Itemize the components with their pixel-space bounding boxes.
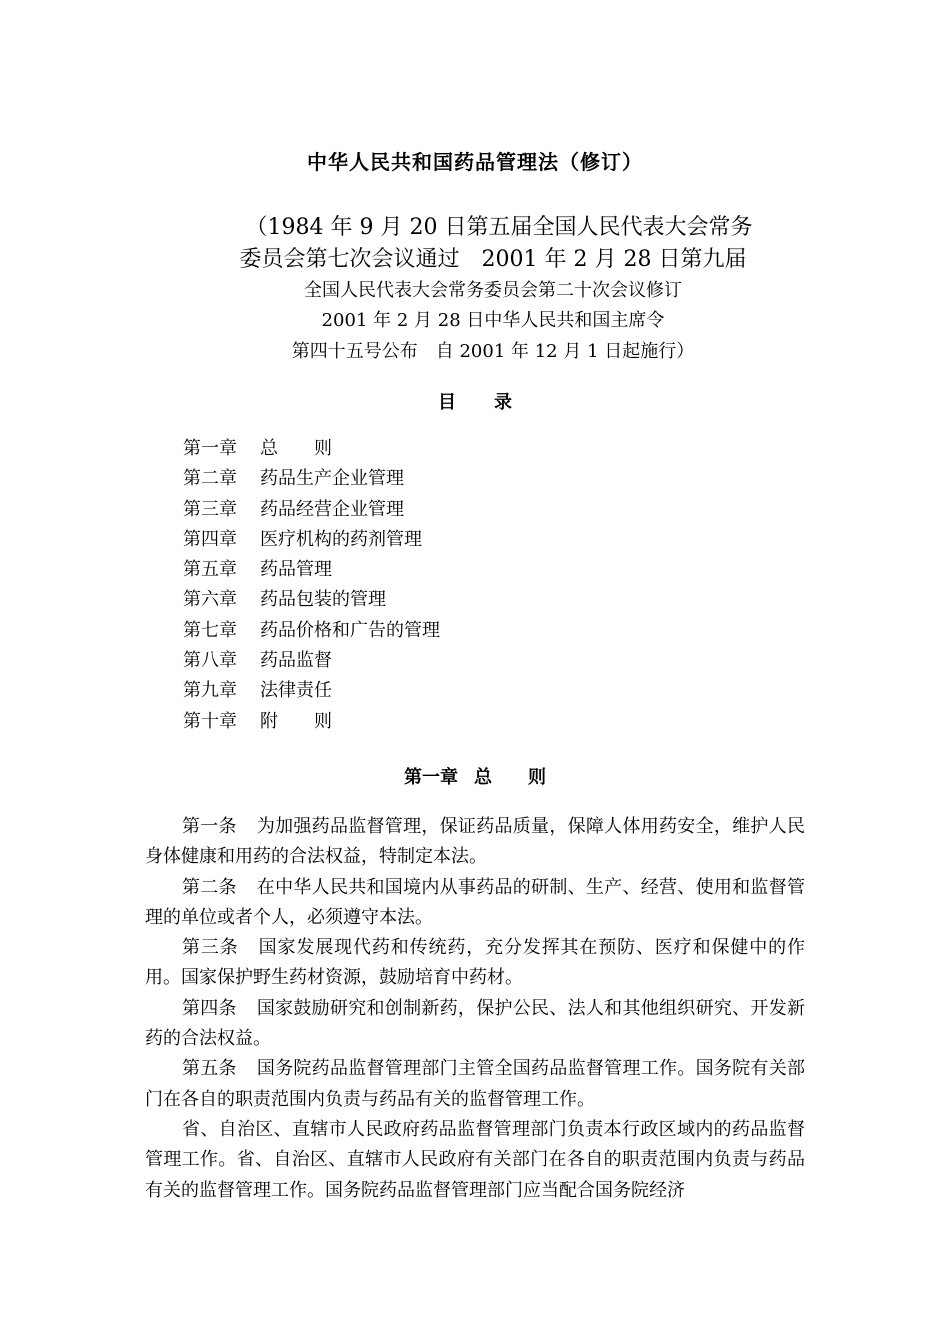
article-text: 为加强药品监督管理，保证药品质量，保障人体用药安全，维护人民身体健康和用药的合法权益，特制定本法。 (145, 816, 805, 868)
article-paragraph (145, 812, 805, 873)
toc-item-number: 第十章 (183, 710, 237, 732)
article-paragraph (145, 933, 805, 994)
toc-item-name: 总 则 (260, 438, 332, 459)
toc-item (183, 498, 440, 528)
toc-item-name: 药品经营企业管理 (260, 498, 404, 520)
article-number: 第三条 (182, 937, 239, 959)
toc-item-number: 第三章 (183, 498, 237, 520)
toc-item (183, 467, 440, 497)
article-text: 在中华人民共和国境内从事药品的研制、生产、经营、使用和监督管理的单位或者个人，必须遵守本法。 (145, 876, 805, 928)
continuation-paragraph: 省、自治区、直辖市人民政府药品监督管理部门负责本行政区域内的药品监督管理工作。省、自治区、直辖市人民政府有关部门在各自的职责范围内负责与药品有关的监督管理工作。国务院药品监督管理部门应当配合国务院经济 (145, 1118, 805, 1201)
toc-heading-char-2: 录 (494, 392, 512, 413)
toc-heading-char-1: 目 (438, 392, 456, 413)
toc-item-name: 药品监督 (260, 650, 332, 672)
toc-heading (0, 388, 950, 414)
toc-item-name: 药品价格和广告的管理 (260, 619, 440, 641)
toc-item-number: 第四章 (183, 528, 237, 550)
document-title: 中华人民共和国药品管理法（修订） (307, 150, 643, 174)
toc-item-number: 第九章 (183, 680, 237, 702)
article-text: 国家鼓励研究和创制新药，保护公民、法人和其他组织研究、开发新药的合法权益。 (145, 997, 805, 1050)
article-number: 第一条 (182, 816, 237, 837)
article-number: 第五条 (182, 1058, 237, 1080)
chapter-heading (0, 763, 950, 789)
subtitle-line-1: （1984 年 9 月 20 日第五届全国人民代表大会常务 (245, 215, 753, 240)
article-paragraph (145, 994, 805, 1055)
subtitle-line-2: 委员会第七次会议通过 2001 年 2 月 28 日第九届 (239, 247, 747, 272)
table-of-contents (183, 437, 440, 740)
toc-item (183, 679, 440, 709)
toc-item (183, 710, 440, 740)
toc-item-number: 第二章 (183, 468, 237, 490)
toc-item (183, 588, 440, 618)
toc-item (183, 558, 440, 588)
chapter-name: 总 则 (474, 767, 546, 788)
chapter-number: 第一章 (404, 767, 458, 788)
toc-item-name: 药品生产企业管理 (260, 468, 404, 490)
toc-item-name: 附 则 (260, 710, 332, 732)
toc-item-number: 第一章 (183, 438, 237, 459)
toc-item-name: 法律责任 (260, 680, 332, 702)
subtitle-line-4: 2001 年 2 月 28 日中华人民共和国主席令 (321, 310, 665, 331)
subtitle-line-3: 全国人民代表大会常务委员会第二十次会议修订 (304, 280, 682, 301)
article-number: 第二条 (182, 876, 237, 898)
article-paragraph (145, 873, 805, 934)
article-number: 第四条 (182, 997, 237, 1019)
toc-item-number: 第八章 (183, 650, 237, 672)
toc-item (183, 437, 440, 467)
toc-item-name: 药品包装的管理 (260, 589, 386, 611)
toc-item-name: 药品管理 (260, 559, 332, 581)
article-paragraph (145, 1054, 805, 1115)
toc-item (183, 528, 440, 558)
toc-item (183, 649, 440, 679)
chapter-body (145, 812, 805, 1206)
toc-item (183, 619, 440, 649)
toc-item-number: 第五章 (183, 559, 237, 581)
subtitle-line-5: 第四十五号公布 自 2001 年 12 月 1 日起施行） (291, 341, 695, 362)
toc-item-number: 第七章 (183, 619, 237, 641)
toc-item-name: 医疗机构的药剂管理 (260, 528, 422, 550)
toc-item-number: 第六章 (183, 589, 237, 611)
article-text: 国务院药品监督管理部门主管全国药品监督管理工作。国务院有关部门在各自的职责范围内负责与药品有关的监督管理工作。 (145, 1058, 805, 1110)
article-text: 国家发展现代药和传统药，充分发挥其在预防、医疗和保健中的作用。国家保护野生药材资源，鼓励培育中药材。 (145, 937, 806, 989)
